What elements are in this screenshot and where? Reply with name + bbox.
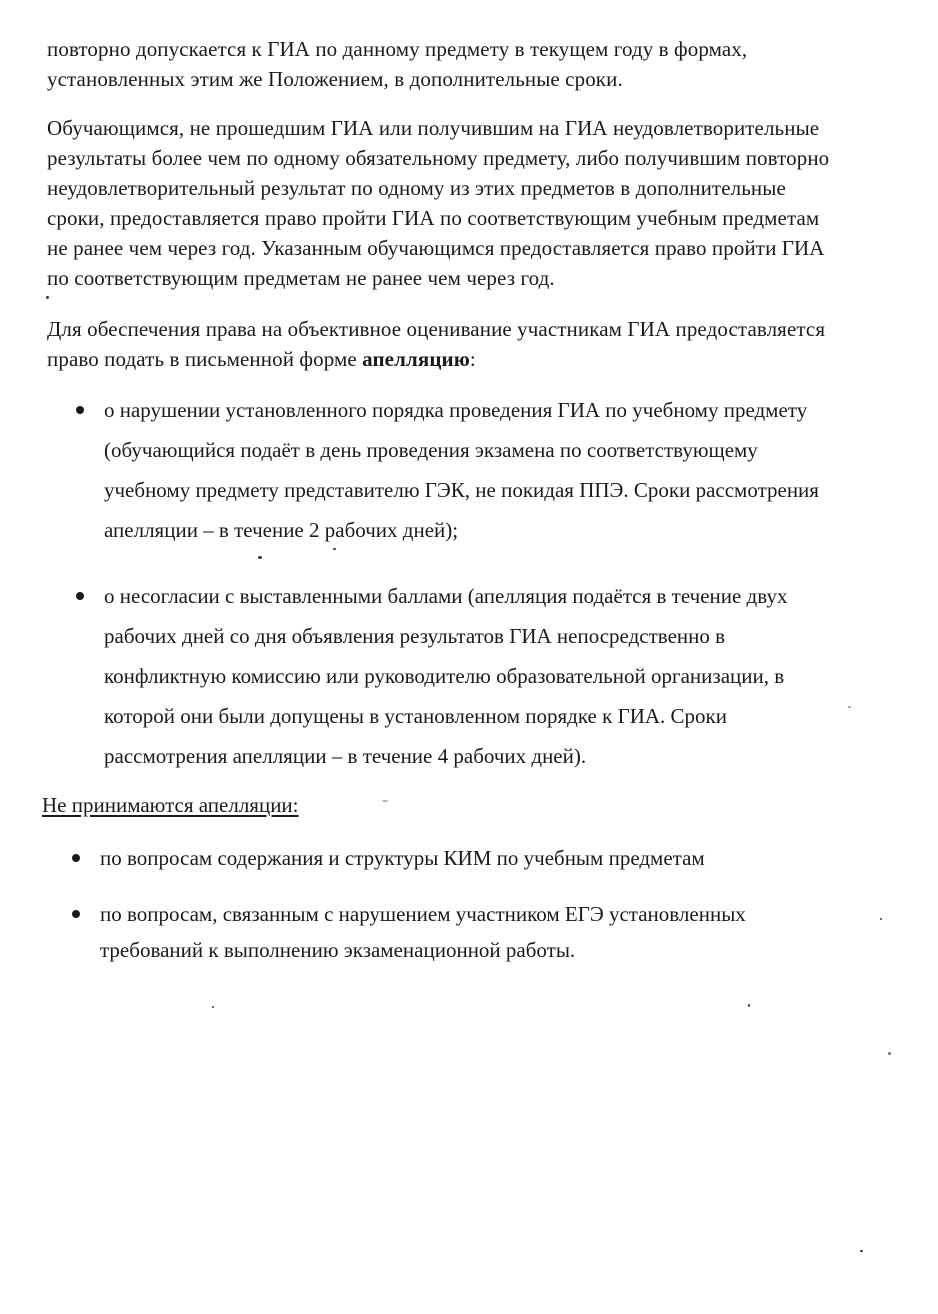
text-line: учебному предмету представителю ГЭК, не покидая ППЭ. Сроки рассмотрения xyxy=(104,478,819,502)
text-line xyxy=(47,344,927,374)
appeal-types-list xyxy=(74,390,924,776)
text-line: рабочих дней со дня объявления результатов ГИА непосредственно в xyxy=(104,624,726,648)
text-line: рассмотрения апелляции – в течение 4 рабочих дней). xyxy=(104,744,587,768)
not-accepted-heading: Не принимаются апелляции: xyxy=(42,793,299,817)
text-line: (обучающийся подаёт в день проведения экзамена по соответствующему xyxy=(104,438,758,462)
list-item xyxy=(74,390,924,550)
bullet-icon xyxy=(72,854,80,862)
paragraph-retake xyxy=(47,34,927,94)
text-fragment: право подать в письменной форме xyxy=(47,347,363,371)
text-line: по соответствующим предметам не ранее чем через год. xyxy=(47,266,555,290)
scan-speck xyxy=(848,706,851,708)
bullet-icon xyxy=(72,910,80,918)
scan-speck xyxy=(333,548,336,550)
scan-speck xyxy=(748,1004,750,1007)
text-line: неудовлетворительный результат по одному из этих предметов в дополнительные xyxy=(47,176,786,200)
scan-speck xyxy=(860,1250,863,1252)
text-line: конфликтную комиссию или руководителю образовательной организации, в xyxy=(104,664,785,688)
list-item xyxy=(74,576,924,776)
list-item xyxy=(70,896,920,968)
text-line: результаты более чем по одному обязательному предмету, либо получившим повторно xyxy=(47,146,830,170)
text-line: Для обеспечения права на объективное оценивание участникам ГИА предоставляется xyxy=(47,317,826,341)
text-line: требований к выполнению экзаменационной работы. xyxy=(100,938,576,962)
text-line: сроки, предоставляется право пройти ГИА по соответствующим учебным предметам xyxy=(47,206,820,230)
text-line: Обучающимся, не прошедшим ГИА или получившим на ГИА неудовлетворительные xyxy=(47,116,820,140)
bullet-icon xyxy=(76,406,84,414)
bullet-icon xyxy=(76,592,84,600)
scan-speck xyxy=(382,800,388,802)
text-line: апелляции – в течение 2 рабочих дней); xyxy=(104,518,459,542)
text-line: повторно допускается к ГИА по данному предмету в текущем году в формах, xyxy=(47,37,748,61)
list-item xyxy=(70,838,920,878)
scan-speck xyxy=(888,1052,891,1055)
text-line: о несогласии с выставленными баллами (апелляция подаётся в течение двух xyxy=(104,584,788,608)
text-fragment: : xyxy=(469,347,476,371)
bold-term-appeal: апелляцию xyxy=(362,347,470,371)
scan-speck xyxy=(880,918,882,920)
text-line: по вопросам содержания и структуры КИМ по учебным предметам xyxy=(100,846,705,870)
paragraph-appeal-right xyxy=(47,314,927,374)
scan-speck xyxy=(212,1006,214,1008)
text-line: которой они были допущены в установленном порядке к ГИА. Сроки xyxy=(104,704,727,728)
scan-speck xyxy=(46,296,49,299)
text-line: не ранее чем через год. Указанным обучающимся предоставляется право пройти ГИА xyxy=(47,236,825,260)
scan-speck xyxy=(258,556,262,559)
not-accepted-list xyxy=(70,838,920,968)
paragraph-failed-students xyxy=(47,113,927,293)
text-line: о нарушении установленного порядка проведения ГИА по учебному предмету xyxy=(104,398,808,422)
text-line: по вопросам, связанным с нарушением участником ЕГЭ установленных xyxy=(100,902,746,926)
text-line: установленных этим же Положением, в дополнительные сроки. xyxy=(47,67,623,91)
